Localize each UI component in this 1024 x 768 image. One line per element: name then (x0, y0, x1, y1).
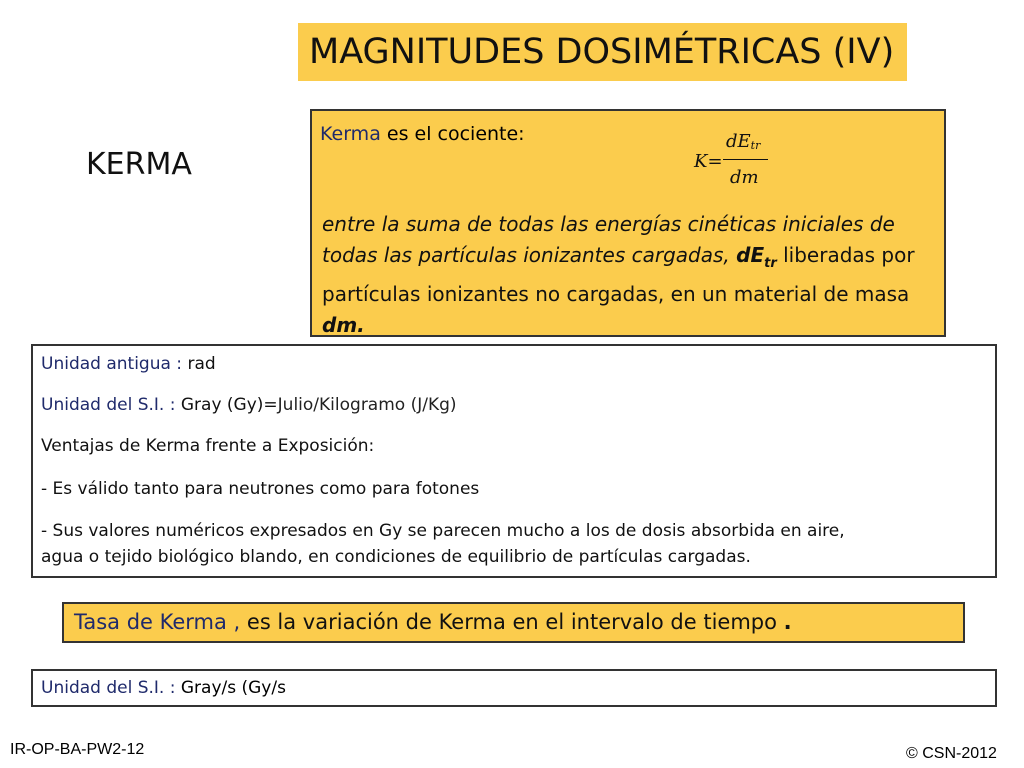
definition-text: entre la suma de todas las energías cinéticas iniciales de todas las partículas ionizantes cargadas, $dE_{tr}$ liberadas por partículas ionizantes no cargadas, en un material de masa dm. (322, 212, 915, 337)
advantage-item-2-line-1: - Sus valores numéricos expresados en Gy se parecen mucho a los de dosis absorbida en aire, (41, 521, 845, 541)
rate-unit-value: Gray/s (Gy/s (175, 678, 286, 698)
advantages-heading: Ventajas de Kerma frente a Exposición: (41, 436, 375, 456)
footer-copyright: © CSN-2012 (906, 745, 997, 762)
rate-unit-label: Unidad del S.I. : (41, 678, 176, 698)
rate-unit-box (31, 669, 997, 707)
si-unit-line: Unidad del S.I. : Gray (Gy)=Julio/Kilogramo (J/Kg) (41, 395, 457, 415)
definition-intro (320, 123, 525, 145)
advantage-item-1: - Es válido tanto para neutrones como para fotones (41, 479, 480, 499)
formula-lhs: K= (694, 151, 723, 172)
advantage-item-2-line-2: agua o tejido biológico blando, en condiciones de equilibrio de partículas cargadas. (41, 547, 751, 567)
units-box (31, 344, 997, 578)
old-unit-line: Unidad antigua : rad (41, 354, 216, 374)
definition-term: Kerma (320, 123, 381, 145)
formula-fraction-bar (723, 159, 768, 160)
kerma-rate-text: es la variación de Kerma en el intervalo de tiempo (240, 610, 784, 634)
formula-denominator: dm (730, 167, 759, 188)
section-label-kerma: KERMA (86, 147, 192, 182)
footer-code: IR-OP-BA-PW2-12 (10, 741, 145, 758)
kerma-rate-term: Tasa de Kerma , (74, 610, 241, 634)
formula-numerator: $dE_{tr}$ (726, 131, 761, 152)
definition-box (310, 109, 946, 337)
kerma-rate-end: . (783, 610, 792, 634)
slide-title: MAGNITUDES DOSIMÉTRICAS (IV) (298, 23, 907, 81)
definition-intro-rest: es el cociente: (380, 123, 525, 145)
kerma-rate-box (62, 602, 965, 643)
